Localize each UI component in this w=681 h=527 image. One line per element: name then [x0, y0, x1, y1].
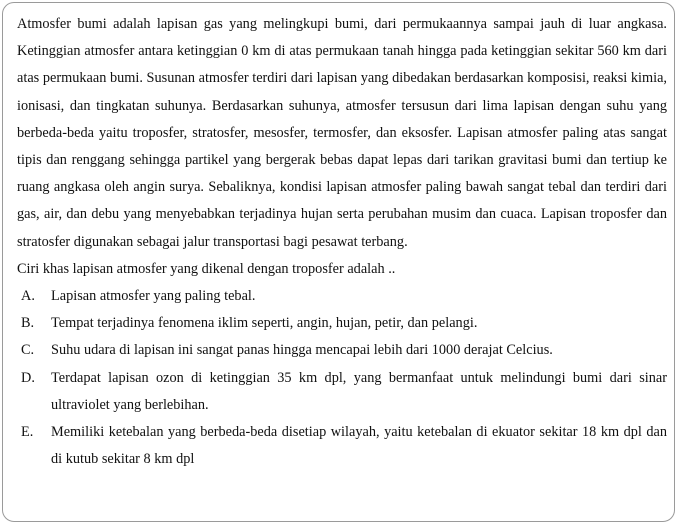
option-text: Suhu udara di lapisan ini sangat panas hingga mencapai lebih dari 1000 derajat Celcius.	[51, 342, 553, 359]
option-text: Memiliki ketebalan yang berbeda-beda disetiap wilayah, yaitu ketebalan di ekuator sekitar 18 km dpl dan di kutub sekitar 8 km dpl	[51, 424, 667, 468]
question-content	[17, 11, 667, 473]
option-a[interactable]	[17, 283, 667, 310]
option-text: Terdapat lapisan ozon di ketinggian 35 km dpl, yang bermanfaat untuk melindungi bumi dari sinar ultraviolet yang berlebihan.	[51, 369, 667, 413]
passage-paragraph: Atmosfer bumi adalah lapisan gas yang melingkupi bumi, dari permukaannya sampai jauh di luar angkasa. Ketinggian atmosfer antara ketinggian 0 km di atas permukaan tanah hingga pada ketinggian sekitar 560 km dari atas permukaan bumi. Susunan atmosfer terdiri dari lapisan yang dibedakan berdasarkan komposisi, reaksi kimia, ionisasi, dan tingkatan suhunya. Berdasarkan suhunya, atmosfer tersusun dari lima lapisan dengan suhu yang berbeda-beda yaitu troposfer, stratosfer, mesosfer, termosfer, dan eksosfer. Lapisan atmosfer paling atas sangat tipis dan renggang sehingga partikel yang bergerak bebas dapat lepas dari tarikan gravitasi bumi dan tertiup ke ruang angkasa oleh angin surya. Sebaliknya, kondisi lapisan atmosfer paling bawah sangat tebal dan terdiri dari gas, air, dan debu yang menyebabkan terjadinya hujan serta perubahan musim dan cuaca. Lapisan troposfer dan stratosfer digunakan sebagai jalur transportasi bagi pesawat terbang.	[17, 16, 667, 250]
option-letter: E.	[21, 424, 34, 441]
option-text: Lapisan atmosfer yang paling tebal.	[51, 288, 256, 305]
option-e[interactable]	[17, 419, 667, 473]
option-b[interactable]	[17, 310, 667, 337]
question-text: Ciri khas lapisan atmosfer yang dikenal dengan troposfer adalah ..	[17, 260, 396, 277]
option-letter: B.	[21, 315, 35, 332]
option-text: Tempat terjadinya fenomena iklim seperti, angin, hujan, petir, dan pelangi.	[51, 315, 478, 332]
option-c[interactable]	[17, 337, 667, 364]
question-card	[2, 2, 675, 522]
option-letter: D.	[21, 369, 35, 386]
option-letter: A.	[21, 288, 35, 305]
answer-options	[17, 283, 667, 473]
option-d[interactable]	[17, 365, 667, 419]
option-letter: C.	[21, 342, 35, 359]
